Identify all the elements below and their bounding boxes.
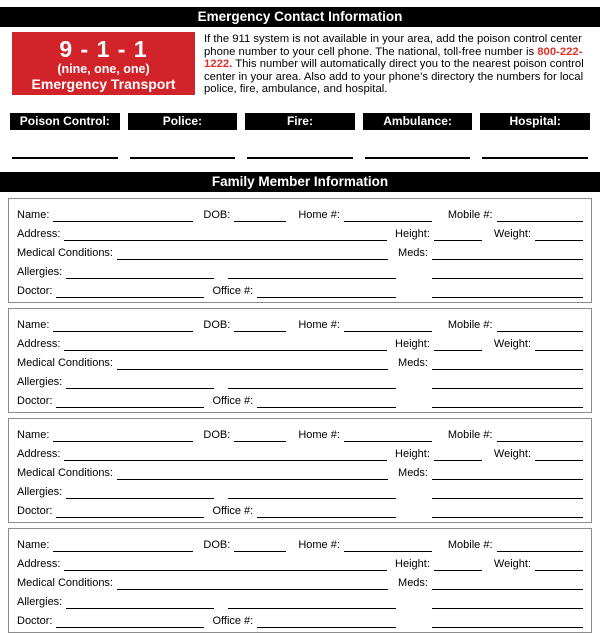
address-blank-line [64, 449, 387, 461]
height-label: Height: [395, 447, 430, 460]
dob-blank-line [234, 210, 286, 222]
allergies-blank-line [66, 267, 214, 279]
ambulance-label: Ambulance: [363, 113, 473, 130]
height-blank-line [434, 559, 482, 571]
address-label: Address: [17, 227, 61, 240]
police-label: Police: [128, 113, 238, 130]
weight-blank-line [535, 229, 583, 241]
medical-conditions-label: Medical Conditions: [17, 466, 113, 479]
medical-conditions-label: Medical Conditions: [17, 246, 113, 259]
weight-label: Weight: [493, 227, 531, 240]
poison-control-phone-number: 800-222-1222. [204, 45, 583, 71]
emergency-contact-blank-lines-row [12, 157, 588, 159]
mobile-phone-label: Mobile #: [447, 318, 493, 331]
member-row-address [17, 222, 583, 241]
meds-blank-line [432, 578, 583, 590]
name-label: Name: [17, 538, 50, 551]
member-row-address [17, 332, 583, 351]
height-blank-line [434, 449, 482, 461]
dob-blank-line [234, 320, 286, 332]
home-phone-blank-line [344, 540, 432, 552]
home-phone-label: Home #: [298, 538, 340, 551]
weight-blank-line [535, 449, 583, 461]
name-blank-line [53, 430, 193, 442]
police-blank-line [130, 157, 236, 159]
emergency-contact-labels-row [10, 113, 590, 130]
meds-label: Meds: [398, 356, 428, 369]
name-label: Name: [17, 318, 50, 331]
911-pronunciation: (nine, one, one) [57, 62, 150, 76]
dob-blank-line [234, 540, 286, 552]
meds-label: Meds: [398, 246, 428, 259]
allergies-continuation-line [228, 267, 396, 279]
doctor-blank-line [56, 506, 204, 518]
doctor-label: Doctor: [17, 504, 53, 517]
weight-label: Weight: [493, 337, 531, 350]
allergies-continuation-line [228, 597, 396, 609]
home-phone-blank-line [344, 320, 432, 332]
meds-blank-line [432, 468, 583, 480]
medical-conditions-blank-line [117, 358, 388, 370]
family-members-list [0, 198, 600, 633]
poison-control-label: Poison Control: [10, 113, 120, 130]
allergies-continuation-line [228, 487, 396, 499]
family-member-card [8, 198, 592, 303]
meds-label: Meds: [398, 576, 428, 589]
home-phone-blank-line [344, 210, 432, 222]
height-label: Height: [395, 337, 430, 350]
home-phone-label: Home #: [298, 318, 340, 331]
medical-conditions-blank-line [117, 578, 388, 590]
member-row-doctor [17, 389, 583, 408]
office-phone-blank-line [257, 286, 396, 298]
weight-label: Weight: [493, 557, 531, 570]
home-phone-blank-line [344, 430, 432, 442]
allergies-label: Allergies: [17, 595, 63, 608]
member-row-allergies [17, 480, 583, 499]
meds-continuation-line-2 [432, 286, 583, 298]
meds-continuation-line-2 [432, 506, 583, 518]
mobile-phone-label: Mobile #: [447, 428, 493, 441]
allergies-label: Allergies: [17, 485, 63, 498]
family-member-card [8, 528, 592, 633]
911-red-box [12, 32, 195, 108]
home-phone-label: Home #: [298, 428, 340, 441]
dob-blank-line [234, 430, 286, 442]
weight-blank-line [535, 339, 583, 351]
allergies-blank-line [66, 487, 214, 499]
family-section-title: Family Member Information [0, 172, 600, 192]
page-title: Emergency Contact Information [0, 7, 600, 27]
weight-blank-line [535, 559, 583, 571]
poison-control-blank-line [12, 157, 118, 159]
dob-label: DOB: [203, 538, 231, 551]
medical-conditions-label: Medical Conditions: [17, 356, 113, 369]
mobile-phone-blank-line [497, 430, 583, 442]
mobile-phone-blank-line [497, 540, 583, 552]
member-row-doctor [17, 609, 583, 628]
doctor-blank-line [56, 286, 204, 298]
name-blank-line [53, 210, 193, 222]
allergies-blank-line [66, 377, 214, 389]
member-row-name [17, 423, 583, 442]
meds-continuation-line-1 [432, 377, 583, 389]
address-label: Address: [17, 337, 61, 350]
member-row-medical [17, 241, 583, 260]
office-phone-blank-line [257, 396, 396, 408]
dob-label: DOB: [203, 428, 231, 441]
member-row-medical [17, 571, 583, 590]
ambulance-blank-line [365, 157, 471, 159]
doctor-label: Doctor: [17, 284, 53, 297]
name-blank-line [53, 320, 193, 332]
paragraph-text-after-phone: This number will automatically direct you to the nearest poison control center in your area. Also add to your phone’s directory the numbers for local police, fire, ambulance, and hospital. [204, 58, 584, 96]
medical-conditions-blank-line [117, 468, 388, 480]
doctor-blank-line [56, 616, 204, 628]
family-member-card [8, 418, 592, 523]
medical-conditions-label: Medical Conditions: [17, 576, 113, 589]
member-row-address [17, 442, 583, 461]
weight-label: Weight: [493, 447, 531, 460]
member-row-medical [17, 461, 583, 480]
office-phone-blank-line [257, 616, 396, 628]
meds-blank-line [432, 248, 583, 260]
mobile-phone-blank-line [497, 320, 583, 332]
member-row-doctor [17, 279, 583, 298]
height-label: Height: [395, 227, 430, 240]
intro-section [12, 32, 592, 108]
office-phone-blank-line [257, 506, 396, 518]
address-label: Address: [17, 447, 61, 460]
fire-blank-line [247, 157, 353, 159]
medical-conditions-blank-line [117, 248, 388, 260]
office-phone-label: Office #: [212, 284, 254, 297]
address-label: Address: [17, 557, 61, 570]
mobile-phone-label: Mobile #: [447, 538, 493, 551]
meds-continuation-line-2 [432, 396, 583, 408]
meds-blank-line [432, 358, 583, 370]
911-system-name: Emergency Transport System [31, 76, 176, 108]
name-label: Name: [17, 428, 50, 441]
height-blank-line [434, 339, 482, 351]
address-blank-line [64, 339, 387, 351]
address-blank-line [64, 559, 387, 571]
paragraph-text-before-phone: If the 911 system is not available in your area, add the poison control center phone number to your cell phone. The national, toll-free number is [204, 33, 582, 58]
member-row-name [17, 313, 583, 332]
mobile-phone-label: Mobile #: [447, 208, 493, 221]
hospital-blank-line [482, 157, 588, 159]
dob-label: DOB: [203, 318, 231, 331]
name-blank-line [53, 540, 193, 552]
office-phone-label: Office #: [212, 504, 254, 517]
home-phone-label: Home #: [298, 208, 340, 221]
meds-continuation-line-2 [432, 616, 583, 628]
fire-label: Fire: [245, 113, 355, 130]
meds-continuation-line-1 [432, 487, 583, 499]
office-phone-label: Office #: [212, 614, 254, 627]
hospital-label: Hospital: [480, 113, 590, 130]
height-blank-line [434, 229, 482, 241]
name-label: Name: [17, 208, 50, 221]
member-row-allergies [17, 370, 583, 389]
member-row-medical [17, 351, 583, 370]
allergies-continuation-line [228, 377, 396, 389]
member-row-address [17, 552, 583, 571]
allergies-blank-line [66, 597, 214, 609]
office-phone-label: Office #: [212, 394, 254, 407]
member-row-allergies [17, 590, 583, 609]
poison-control-paragraph [204, 32, 592, 96]
dob-label: DOB: [203, 208, 231, 221]
allergies-label: Allergies: [17, 265, 63, 278]
member-row-name [17, 533, 583, 552]
meds-continuation-line-1 [432, 267, 583, 279]
member-row-allergies [17, 260, 583, 279]
meds-continuation-line-1 [432, 597, 583, 609]
doctor-label: Doctor: [17, 614, 53, 627]
member-row-doctor [17, 499, 583, 518]
family-member-card [8, 308, 592, 413]
address-blank-line [64, 229, 387, 241]
member-row-name [17, 203, 583, 222]
height-label: Height: [395, 557, 430, 570]
meds-label: Meds: [398, 466, 428, 479]
mobile-phone-blank-line [497, 210, 583, 222]
allergies-label: Allergies: [17, 375, 63, 388]
doctor-label: Doctor: [17, 394, 53, 407]
911-number: 9 - 1 - 1 [59, 36, 148, 62]
doctor-blank-line [56, 396, 204, 408]
